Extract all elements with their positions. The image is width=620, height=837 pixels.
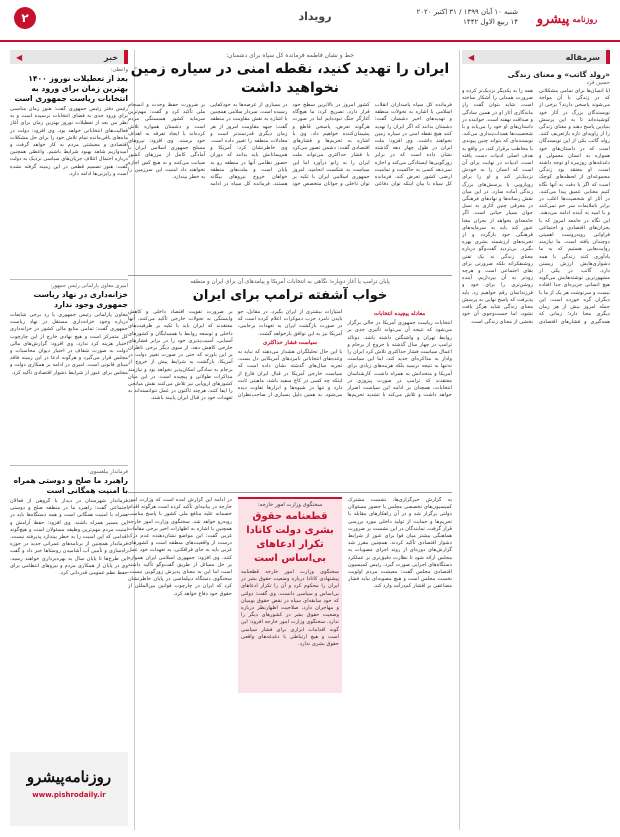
issue-date-line-2: ۱۴ ربیع الاول ۱۴۴۲ [463,18,518,26]
highlight-box [238,497,342,693]
brief-divider [10,279,128,280]
brief-kicker: امیری معاون پارلمانی رئیس جمهور: [50,283,128,289]
brief-kicker: فرماندار بیلقسوی: [88,469,128,475]
section-tab-news[interactable] [10,50,128,64]
brief-headline[interactable]: راهبرد ما صلح و دوستی همراه با امنیت همگانی است [13,476,128,495]
masthead [0,0,620,42]
chevron-left-icon: ◀ [16,52,23,62]
story-divider [128,275,452,276]
brief-story [10,469,128,670]
chevron-left-icon: ◀ [468,52,475,62]
brief-kicker: واعظی: [110,67,128,73]
second-body [128,309,452,489]
highlight-headline[interactable]: قطعنامه حقوق بشری دولت کانادا تکرار ادعاهای بی‌اساس است [246,511,334,564]
logo-name: پیشرو [536,11,570,27]
editorial-body [462,88,610,803]
highlight-kicker: سخنگوی وزارت امور خارجه: [257,502,323,508]
section-tab-label: سرمقاله [565,52,600,62]
promo-url-link[interactable]: www.pishrodaily.ir [32,791,106,799]
second-kicker: پایان ترامپ یا آغاز دوباره؛ نگاهی به انتخابات آمریکا و پیامدهای آن برای ایران و منطقه [190,279,390,285]
brief-paragraph: فرماندار شهرستان در دیدار با گروهی از فعالان اجتماعی گفت: راهبرد ما در منطقه صلح و دوستی همراه با امنیت همگانی است و همه دستگاه‌ها باید در این مسیر همراه باشند. وی افزود: حفظ آرامش و امنیت مردم مهم‌ترین وظیفه مسئولان است و هیچ‌گونه اقدامی که این امنیت را به خطر بیندازد پذیرفته نیست. فرماندار همچنین از برنامه‌های عمرانی جدید در حوزه راه‌سازی و تأمین آب آشامیدن روستاها خبر داد و گفت این طرح‌ها تا پایان سال به بهره‌برداری خواهند رسید. وی در پایان از همکاری مردم و نیروهای انتظامی برای حفظ نظم عمومی قدردانی کرد. [10,498,128,577]
bottom-story-right-body [348,497,452,697]
editorial-title[interactable]: «رولد گاتب» و معنای زندگی [507,70,610,79]
second-subheading: سیاست فشار حداکثری [263,339,318,346]
newspaper-promo[interactable] [10,752,128,826]
promo-name: روزنامه‌پیشرو [26,768,112,786]
logo-prefix: روزنامه [572,14,598,24]
lead-headline[interactable]: ایران را تهدید کنید، نقطه امنی در سیاره زمین نخواهید داشت [130,61,450,96]
editorial-paragraph: آیا انسان‌ها برای تمامی مشکلاتی که در زندگی با آن مواجه می‌شوند پاسخی دارند؟ برخی از نویسندگان بزرگ در آثار خود کوشیده‌اند تا به این پرسش بنیادین پاسخ دهند و معنای زندگی را از زاویه‌ای تازه بازتعریف کنند. رولد گاتب یکی از این نویسندگان است که در داستان‌های خود همواره به انسان معمولی و دغدغه‌های روزمره او توجه داشته است. او معتقد بود زندگی مجموعه‌ای از لحظه‌های کوچک است که اگر با دقت به آنها نگاه کنیم معنایی عمیق پیدا می‌کنند. در آثار او شخصیت‌ها اغلب در برابر ناملایمات سر خم نمی‌کنند و با امید به آینده ادامه می‌دهند. این نگاه در جامعه امروز که با بحران‌های اقتصادی و اجتماعی فراوانی روبه‌روست اهمیتی دوچندان یافته است. ما نیازمند روایت‌هایی هستیم که به ما یادآوری کنند زندگی با همه دشواری‌هایش ارزش زیستن دارد. گاتب در یکی از مشهورترین نوشته‌هایش می‌گوید هیچ انسانی جزیره‌ای جدا افتاده نیست و سرنوشت هر یک از ما با دیگران گره خورده است. این جمله امروز بیش از هر زمان دیگری معنا دارد؛ زمانی که همه‌گیری و فشارهای اقتصادی همه را به یکدیگر نزدیک‌تر کرده و ضرورت همدلی را آشکار ساخته است. شاید بتوان گفت راز ماندگاری آثار او در همین سادگی و صداقت نهفته است. خواننده در داستان‌های او خود را می‌یابد و با شخصیت‌ها همذات‌پنداری می‌کند. نویسنده‌ای که بتواند چنین پیوندی با مخاطب برقرار کند، در واقع به هدف اصلی ادبیات دست یافته است. ادبیات در نهایت برای آن است که انسان را به خودش نزدیک‌تر کند و او را برای رویارویی با پرسش‌های بزرگ زندگی آماده سازد. در این میان نقش رسانه‌ها و نهادهای فرهنگی در معرفی چنین آثاری به نسل جوان بسیار حیاتی است. اگر جامعه‌ای بخواهد از بحران معنا عبور کند باید به سرمایه‌های فرهنگی خود بازگردد و از تجربه‌های ارزشمند بشری بهره بگیرد. بی‌تردید گفت‌وگو درباره معنای زندگی نه یک تفنن روشنفکرانه بلکه ضرورتی برای بقای اجتماعی است و هرچه زودتر به آن بپردازیم، آینده روشن‌تری را برای خود و فرزندانمان رقم خواهیم زد. باید پذیرفت که پاسخ نهایی به پرسش معنای زندگی شاید هرگز یافت نشود، اما جست‌وجوی آن خود بخشی از معنای زندگی است. [462,88,610,325]
issue-date [398,7,518,27]
lead-kicker: خط و نشان فاطمه فرمانده کل سپاه برای دشمنان: [226,52,354,59]
brief-story [10,67,128,276]
news-briefs-column [10,50,128,670]
section-title: رویداد [298,10,332,23]
bottom-stories [128,497,452,697]
brief-paragraph: معاون پارلمانی رئیس جمهوری با رد برخی شایعات درباره وجود خزانه‌داری مستقل در نهاد ریاست جمهوری گفت: تمامی منابع مالی کشور در خزانه‌داری کل متمرکز است و هیچ نهادی خارج از این چارچوب اختیار هزینه کرد ندارد. وی افزود: گزارش‌های مالی دولت به صورت شفاف در اختیار دیوان محاسبات و مجلس قرار می‌گیرد و هرگونه ادعا در این زمینه فاقد مبنای قانونی است. امیری در ادامه بر همکاری دولت و مجلس برای عبور از شرایط دشوار اقتصادی تأکید کرد. [10,312,128,376]
brief-divider [10,465,128,466]
highlight-paragraph: سخنگوی وزارت امور خارجه قطعنامه پیشنهادی کانادا درباره وضعیت حقوق بشر در ایران را محکوم کرد و آن را تکرار ادعاهای بی‌اساس و سیاسی دانست. وی گفت: دولتی که خود سابقه‌ای سیاه در نقض حقوق بومیان و مهاجران دارد، صلاحیت اظهارنظر درباره وضعیت حقوق بشر در کشورهای دیگر را ندارد. سخنگوی وزارت امور خارجه افزود: این گونه اقدامات ابزاری برای فشار سیاسی است و هیچ ارتباطی با دغدغه‌های واقعی حقوق بشری ندارد. [241,569,339,648]
issue-date-line-1: شنبه ۱۰ آبان ۱۳۹۹ / ۳۱ اکتبر ۲۰۲۰ [416,8,518,16]
section-tab-label: خبر [103,52,118,62]
second-subheading: معادله پیچیده انتخابات [373,311,426,317]
page-number-badge: ۲ [14,7,36,29]
brief-body [10,106,128,276]
bottom-paragraph: به گزارش خبرگزاری‌ها، نشست مشترک کمیسیون‌های تخصصی مجلس با حضور مسئولان دولتی برگزار شد و در آن راهکارهای مقابله با تحریم‌ها و حمایت از تولید داخلی مورد بررسی قرار گرفت. نمایندگان در این نشست بر ضرورت هماهنگی بیشتر میان قوا برای عبور از شرایط دشوار اقتصادی تأکید کردند. همچنین مقرر شد گزارش‌های دوره‌ای از روند اجرای مصوبات به مجلس ارائه شود تا نظارت دقیق‌تری بر عملکرد دستگاه‌های اجرایی صورت گیرد. رئیس کمیسیون اقتصادی مجلس گفت: معیشت مردم اولویت نخست مجلس است و هیچ مصوبه‌ای نباید فشار مضاعفی بر اقشار کم‌درآمد وارد کند. [348,497,452,590]
second-paragraph: انتخابات ریاست جمهوری آمریکا در حالی برگزار می‌شود که نتیجه آن می‌تواند تأثیری جدی بر روابط تهران و واشنگتن داشته باشد. دونالد ترامپ در چهار سال گذشته با خروج از برجام و اعمال سیاست فشار حداکثری تلاش کرد ایران را وادار به مذاکره‌ای جدید کند، اما این سیاست نه‌تنها به نتیجه نرسید بلکه هزینه‌های زیادی برای آمریکا و متحدانش به همراه داشت. کارشناسان معتقدند که ترامپ در صورت پیروزی در انتخابات، همچنان بر ادامه این سیاست اصرار خواهد داشت و تلاش می‌کند با تشدید تحریم‌ها امتیازات بیشتری از ایران بگیرد. در مقابل، جو بایدن نامزد حزب دموکرات اعلام کرده است که در صورت بازگشت ایران به تعهدات برجامی، آمریکا نیز به این توافق بازخواهد گشت. [237,309,452,399]
main-news-column [128,50,452,697]
bottom-story-left [128,497,232,697]
second-paragraph: با این حال تحلیلگران هشدار می‌دهند که نباید به وعده‌های انتخاباتی نامزدهای آمریکایی دل بست. تجربه سال‌های گذشته نشان داده است که سیاست خارجی آمریکا در قبال ایران فارغ از اینکه چه کسی در کاخ سفید باشد، ماهیتی ثابت دارد و تنها در شیوه‌ها و ابزارها تفاوت دیده می‌شود. به همین دلیل بسیاری از صاحب‌نظران بر ضرورت تقویت اقتصاد داخلی و کاهش وابستگی به تحولات خارجی تأکید می‌کنند. آنها معتقدند که ایران باید با تکیه بر ظرفیت‌های داخلی و توسعه روابط با همسایگان و کشورهای آسیایی، آسیب‌پذیری خود را در برابر فشارهای خارجی کاهش دهد. از سوی دیگر برخی ناظران بر این باورند که حتی در صورت تغییر دولت در آمریکا، بازگشت به شرایط پیش از خروج از برجام به سادگی امکان‌پذیر نخواهد بود و نیازمند مذاکرات طولانی و پیچیده است. در این میان کشورهای اروپایی نیز تلاش می‌کنند نقش میانجی را ایفا کنند، هرچند تاکنون در عمل نتوانسته‌اند به تعهدات خود در قبال ایران پایبند باشند. [128,309,343,402]
brief-headline[interactable]: خزانه‌داری در نهاد ریاست جمهوری وجود ندارد [33,290,128,309]
brief-story [10,283,128,462]
editorial-author: حسین فرد [586,80,610,86]
brief-paragraph: رئیس دفتر رئیس جمهوری گفت: هنوز زمان مناسبی برای ورود جدی به فضای انتخابات نرسیده است و به نظر من بعد از تعطیلات نوروز بهترین زمان برای آغاز فعالیت‌های انتخاباتی خواهد بود. وی افزود: دولت در ماه‌های باقی‌مانده تمام تلاش خود را برای حل مشکلات اقتصادی و معیشتی مردم به کار خواهد گرفت و امیدواریم شاهد بهبود شرایط باشیم. واعظی همچنین درباره احتمال ائتلاف جریان‌های سیاسی نزدیک به دولت گفت: هنوز تصمیم قطعی در این زمینه گرفته نشده است و رایزنی‌ها ادامه دارد. [10,106,128,177]
brief-body [10,498,128,670]
brief-body [10,312,128,462]
brief-headline[interactable]: بعد از تعطیلات نوروز ۱۴۰۰ بهترین زمان برای ورود به انتخابات ریاست جمهوری است [14,74,128,103]
bottom-story-left-body [128,497,232,697]
lead-body [128,102,452,272]
lead-paragraph: فرمانده کل سپاه پاسداران انقلاب اسلامی با اشاره به تحولات منطقه و تهدیدهای اخیر دشمنان گفت: دشمنان بدانند که اگر ایران را تهدید کنند هیچ نقطه امنی در سیاره زمین نخواهند داشت. وی افزود: ملت ایران در طول چهار دهه گذشته نشان داده است که در برابر زورگویی‌ها ایستادگی می‌کند و اجازه نمی‌دهد کسی به حاکمیت و تمامیت ارضی کشور تعرض کند. فرمانده کل سپاه با بیان اینکه توان دفاعی کشور امروز در بالاترین سطح خود قرار دارد، تصریح کرد: ما هیچ‌گاه آغازگر جنگ نبوده‌ایم اما در صورت هرگونه تعرض، پاسخی قاطع و پشیمان‌کننده خواهیم داد. وی با اشاره به تحریم‌ها و فشارهای اقتصادی گفت: دشمن تصور می‌کرد با فشار حداکثری می‌تواند ملت ایران را به زانو درآورد اما این سیاست به شکست انجامید. امروز جمهوری اسلامی ایران با تکیه بر توان داخلی و جوانان متخصص خود در بسیاری از عرصه‌ها به خودکفایی رسیده است. سردار سلامی همچنین با اشاره به نقش مقاومت در منطقه گفت: جبهه مقاومت امروز از هر زمان دیگری قدرتمندتر است و معادلات منطقه را تغییر داده است. وی خاطرنشان کرد: آمریکا و هم‌پیمانانش باید بدانند که دوران حضور نظامی آنها در منطقه رو به پایان است و ملت‌های منطقه خواهان خروج نیروهای بیگانه هستند. فرمانده کل سپاه در ادامه بر ضرورت حفظ وحدت و انسجام ملی تأکید کرد و گفت: مهم‌ترین سرمایه کشور همبستگی مردم است و دشمنان همواره تلاش کرده‌اند با ایجاد تفرقه به اهداف خود برسند. وی افزود: نیروهای مسلح جمهوری اسلامی ایران با آمادگی کامل از مرزهای کشور صیانت می‌کنند و به هیچ کس اجازه نخواهند داد امنیت این سرزمین را به خطر بیندازد. [128,102,452,188]
bottom-story-right [348,497,452,697]
newspaper-logo[interactable] [526,5,608,33]
story-divider [128,492,452,493]
second-headline[interactable]: خواب آشفته ترامپ برای ایران [192,288,388,303]
section-tab-editorial[interactable] [462,50,610,64]
bottom-paragraph: در ادامه این گزارش آمده است که وزارت امور خارجه در بیانیه‌ای تأکید کرده است هرگونه اقدام خصمانه علیه منافع ملی کشور با پاسخ مناسب روبه‌رو خواهد شد. سخنگوی وزارت امور خارجه همچنین با اشاره به اظهارات اخیر برخی مقامات غربی گفت: این مواضع نشان‌دهنده عدم درک درست از واقعیت‌های منطقه است و کشورهای غربی باید به جای فرافکنی، به تعهدات خود عمل کنند. وی افزود: جمهوری اسلامی ایران همواره بر حل مسائل از طریق گفت‌وگو تأکید داشته است اما این به معنای پذیرش زورگویی نیست. سخنگوی دستگاه دیپلماسی در پایان خاطرنشان کرد که ایران در چارچوب قوانین بین‌المللی از حقوق خود دفاع خواهد کرد. [128,497,232,597]
highlight-body [241,569,339,689]
column-divider [459,50,460,830]
editorial-column [462,50,610,803]
